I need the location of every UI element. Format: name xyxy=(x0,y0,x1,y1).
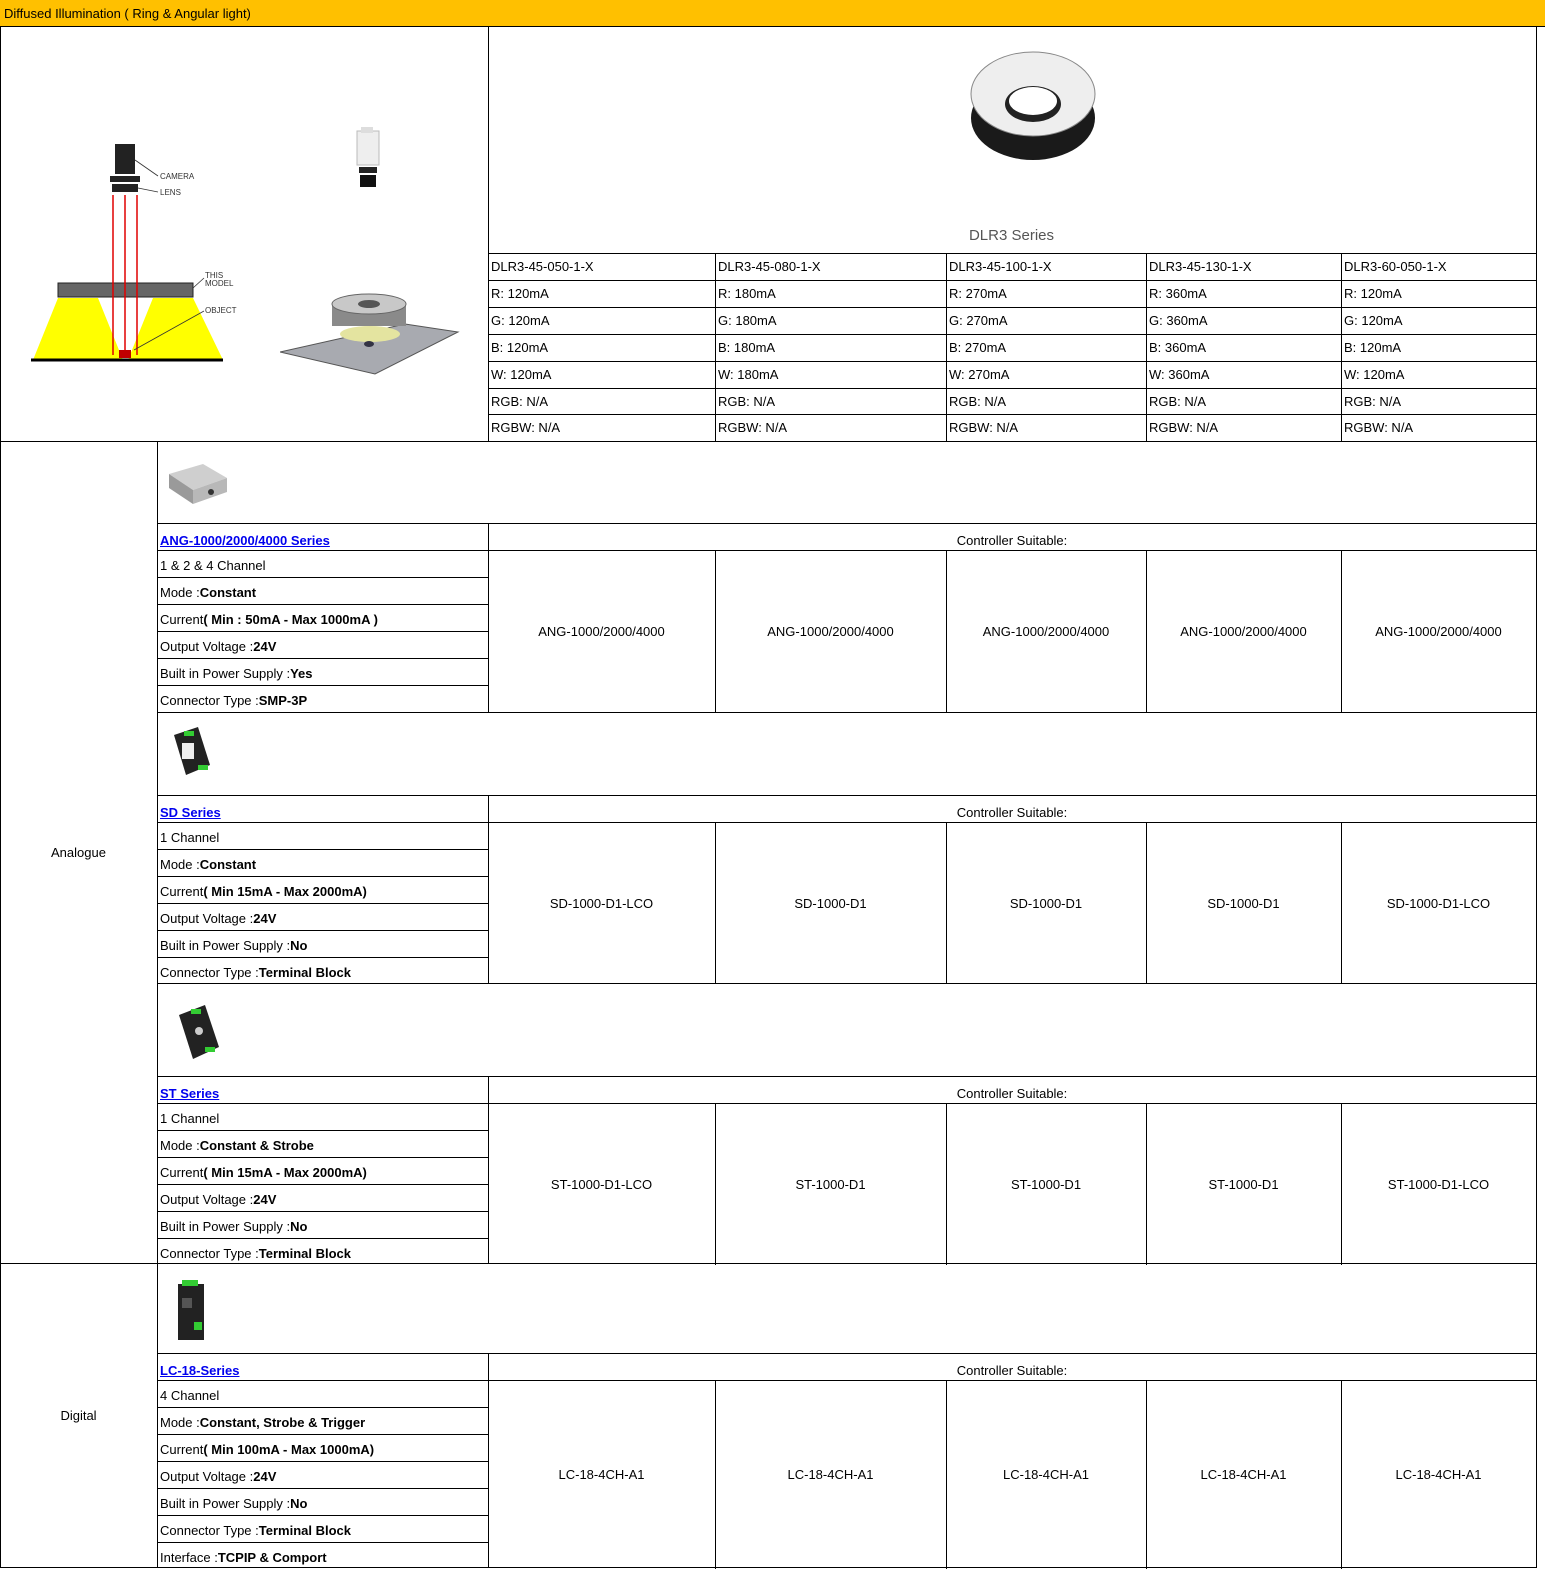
suitable-controller-cell: SD-1000-D1 xyxy=(1207,895,1280,911)
spec-row xyxy=(157,1434,488,1461)
spec-value: 24V xyxy=(253,911,277,926)
model-rgb-cell: RGB: N/A xyxy=(718,394,776,409)
suitable-controller-cell: SD-1000-D1-LCO xyxy=(549,895,654,911)
series-link-3[interactable]: LC-18-Series xyxy=(160,1362,240,1378)
diagram-camera-label: CAMERA xyxy=(160,172,195,181)
spec-label: Built in Power Supply : xyxy=(160,938,291,953)
suitable-controller-cell: ANG-1000/2000/4000 xyxy=(982,623,1110,639)
grid-line xyxy=(157,712,1537,713)
grid-line xyxy=(1536,27,1537,1567)
spec-row xyxy=(157,1380,488,1407)
spec-value: ( Min 15mA - Max 2000mA) xyxy=(203,884,367,899)
spec-row xyxy=(157,685,488,712)
spec-row xyxy=(157,550,488,577)
spec-label: Connector Type : xyxy=(160,693,259,708)
spec-value: TCPIP & Comport xyxy=(217,1550,327,1565)
spec-label: Output Voltage : xyxy=(160,911,254,926)
ring-light-icon xyxy=(968,46,1098,166)
spec-value: 24V xyxy=(253,639,277,654)
grid-line xyxy=(157,983,1537,984)
suitable-controller-cell: ST-1000-D1 xyxy=(795,1176,866,1192)
model-g-cell: G: 180mA xyxy=(718,313,777,328)
spec-label: Interface : xyxy=(160,1550,218,1565)
spec-row xyxy=(157,957,488,984)
suitable-controller-cell: LC-18-4CH-A1 xyxy=(558,1467,645,1482)
model-g-cell: G: 360mA xyxy=(1149,313,1208,328)
suitable-controller-cell: ANG-1000/2000/4000 xyxy=(538,623,665,639)
spec-row xyxy=(157,631,488,658)
product-series-title: DLR3 Series xyxy=(968,226,1055,244)
spec-row xyxy=(157,1130,488,1157)
grid-line xyxy=(157,1263,1537,1264)
suitable-controller-cell: SD-1000-D1 xyxy=(1009,895,1083,911)
model-r-cell: R: 120mA xyxy=(1344,286,1402,301)
model-g-cell: G: 120mA xyxy=(1344,313,1403,328)
model-b-cell: B: 120mA xyxy=(1344,340,1402,355)
spec-row xyxy=(157,577,488,604)
diagram-this-label: THIS xyxy=(205,271,224,280)
camera-lens-icon xyxy=(352,127,384,192)
spec-value: Terminal Block xyxy=(258,1246,351,1261)
spec-row xyxy=(157,876,488,903)
controller-suitable-label: Controller Suitable: xyxy=(956,532,1068,548)
diagram-object-label: OBJECT xyxy=(205,306,237,315)
diagram-model-label: MODEL xyxy=(205,279,234,288)
camera-diagram-icon xyxy=(28,140,258,365)
model-g-cell: G: 120mA xyxy=(491,313,550,328)
model-w-cell: W: 360mA xyxy=(1149,367,1210,382)
spec-row xyxy=(157,903,488,930)
spec-value: ( Min 100mA - Max 1000mA) xyxy=(203,1442,375,1457)
model-name-cell: DLR3-45-080-1-X xyxy=(718,259,821,274)
spec-label: Current xyxy=(160,1165,204,1180)
spec-label: Mode : xyxy=(160,585,200,600)
spec-value: Constant & Strobe xyxy=(199,1138,314,1153)
spec-label: Built in Power Supply : xyxy=(160,666,291,681)
spec-label: Connector Type : xyxy=(160,1246,259,1261)
model-r-cell: R: 270mA xyxy=(949,286,1007,301)
diagram-lens-label: LENS xyxy=(160,188,181,197)
spec-label: Connector Type : xyxy=(160,965,259,980)
suitable-controller-cell: ANG-1000/2000/4000 xyxy=(1180,623,1307,639)
model-name-cell: DLR3-45-130-1-X xyxy=(1149,259,1252,274)
model-b-cell: B: 270mA xyxy=(949,340,1007,355)
spec-value: ( Min 15mA - Max 2000mA) xyxy=(203,1165,367,1180)
spec-label: 1 Channel xyxy=(160,830,220,845)
spec-value: No xyxy=(290,1496,308,1511)
controller-suitable-label: Controller Suitable: xyxy=(956,1362,1068,1378)
spec-label: 4 Channel xyxy=(160,1388,220,1403)
spec-value: Constant xyxy=(199,857,257,872)
model-g-cell: G: 270mA xyxy=(949,313,1008,328)
spec-value: Constant xyxy=(199,585,257,600)
suitable-controller-cell: ANG-1000/2000/4000 xyxy=(767,623,894,639)
spec-value: Constant, Strobe & Trigger xyxy=(199,1415,366,1430)
spec-label: Connector Type : xyxy=(160,1523,259,1538)
spec-label: 1 Channel xyxy=(160,1111,220,1126)
spec-value: No xyxy=(290,938,308,953)
spec-label: Built in Power Supply : xyxy=(160,1219,291,1234)
model-w-cell: W: 270mA xyxy=(949,367,1010,382)
spec-row xyxy=(157,658,488,685)
model-b-cell: B: 180mA xyxy=(718,340,776,355)
spec-value: Terminal Block xyxy=(258,965,351,980)
model-b-cell: B: 120mA xyxy=(491,340,549,355)
model-r-cell: R: 360mA xyxy=(1149,286,1207,301)
model-w-cell: W: 120mA xyxy=(491,367,552,382)
model-rgbw-cell: RGBW: N/A xyxy=(1344,420,1414,435)
spec-row xyxy=(157,1461,488,1488)
spec-value: Yes xyxy=(290,666,313,681)
series-link-1[interactable]: SD Series xyxy=(160,804,221,820)
model-rgbw-cell: RGBW: N/A xyxy=(718,420,788,435)
series-link-2[interactable]: ST Series xyxy=(160,1085,220,1101)
spec-value: Terminal Block xyxy=(258,1523,351,1538)
suitable-controller-cell: SD-1000-D1 xyxy=(794,895,867,911)
spec-label: 1 & 2 & 4 Channel xyxy=(160,558,266,573)
model-name-cell: DLR3-45-100-1-X xyxy=(949,259,1052,274)
spec-value: No xyxy=(290,1219,308,1234)
model-name-cell: DLR3-60-050-1-X xyxy=(1344,259,1447,274)
suitable-controller-cell: LC-18-4CH-A1 xyxy=(1395,1467,1482,1482)
spec-label: Current xyxy=(160,612,204,627)
ang-controller-icon xyxy=(167,462,229,507)
spec-row xyxy=(157,1407,488,1434)
sheet-header xyxy=(0,0,1545,27)
st-controller-icon xyxy=(173,1003,225,1063)
spec-row xyxy=(157,849,488,876)
model-rgb-cell: RGB: N/A xyxy=(949,394,1007,409)
suitable-controller-cell: ST-1000-D1-LCO xyxy=(1387,1176,1490,1192)
model-b-cell: B: 360mA xyxy=(1149,340,1207,355)
sheet-title: Diffused Illumination ( Ring & Angular light) xyxy=(4,6,251,21)
spec-row xyxy=(157,822,488,849)
suitable-controller-cell: LC-18-4CH-A1 xyxy=(787,1467,874,1482)
spec-label: Output Voltage : xyxy=(160,1192,254,1207)
spec-value: 24V xyxy=(253,1192,277,1207)
controller-suitable-label: Controller Suitable: xyxy=(956,804,1068,820)
spec-label: Output Voltage : xyxy=(160,1469,254,1484)
ring-light-setup-icon xyxy=(280,292,462,377)
spec-row xyxy=(157,930,488,957)
model-name-cell: DLR3-45-050-1-X xyxy=(491,259,594,274)
spec-row xyxy=(157,1488,488,1515)
spec-row xyxy=(157,1103,488,1130)
suitable-controller-cell: LC-18-4CH-A1 xyxy=(1003,1467,1089,1482)
spec-row xyxy=(157,1542,488,1569)
spec-value: ( Min : 50mA - Max 1000mA ) xyxy=(203,612,378,627)
sd-controller-icon xyxy=(168,725,216,780)
suitable-controller-cell: LC-18-4CH-A1 xyxy=(1200,1467,1287,1482)
model-r-cell: R: 120mA xyxy=(491,286,549,301)
spec-value: 24V xyxy=(253,1469,277,1484)
controller-suitable-label: Controller Suitable: xyxy=(956,1085,1068,1101)
spec-row xyxy=(157,1515,488,1542)
spec-row xyxy=(157,1184,488,1211)
spec-label: Current xyxy=(160,884,204,899)
series-link-0[interactable]: ANG-1000/2000/4000 Series xyxy=(160,532,330,548)
suitable-controller-cell: ST-1000-D1-LCO xyxy=(550,1176,653,1192)
model-w-cell: W: 120mA xyxy=(1344,367,1405,382)
spec-label: Mode : xyxy=(160,857,200,872)
model-rgb-cell: RGB: N/A xyxy=(491,394,549,409)
model-r-cell: R: 180mA xyxy=(718,286,776,301)
spec-label: Current xyxy=(160,1442,204,1457)
spec-label: Built in Power Supply : xyxy=(160,1496,291,1511)
spec-label: Output Voltage : xyxy=(160,639,254,654)
lc18-controller-icon xyxy=(174,1278,210,1343)
model-rgbw-cell: RGBW: N/A xyxy=(1149,420,1219,435)
spec-label: Mode : xyxy=(160,1138,200,1153)
model-rgb-cell: RGB: N/A xyxy=(1344,394,1402,409)
grid-line xyxy=(157,441,1537,442)
suitable-controller-cell: ST-1000-D1 xyxy=(1208,1176,1279,1192)
spec-value: SMP-3P xyxy=(258,693,308,708)
spec-row xyxy=(157,1211,488,1238)
model-w-cell: W: 180mA xyxy=(718,367,779,382)
suitable-controller-cell: SD-1000-D1-LCO xyxy=(1386,895,1491,911)
spec-row xyxy=(157,1238,488,1265)
category-analogue: Analogue xyxy=(51,844,106,860)
model-rgbw-cell: RGBW: N/A xyxy=(491,420,561,435)
category-digital: Digital xyxy=(60,1408,97,1423)
suitable-controller-cell: ST-1000-D1 xyxy=(1010,1176,1082,1192)
spec-row xyxy=(157,604,488,631)
suitable-controller-cell: ANG-1000/2000/4000 xyxy=(1375,623,1502,639)
model-rgb-cell: RGB: N/A xyxy=(1149,394,1207,409)
spec-label: Mode : xyxy=(160,1415,200,1430)
model-rgbw-cell: RGBW: N/A xyxy=(949,420,1019,435)
spec-row xyxy=(157,1157,488,1184)
